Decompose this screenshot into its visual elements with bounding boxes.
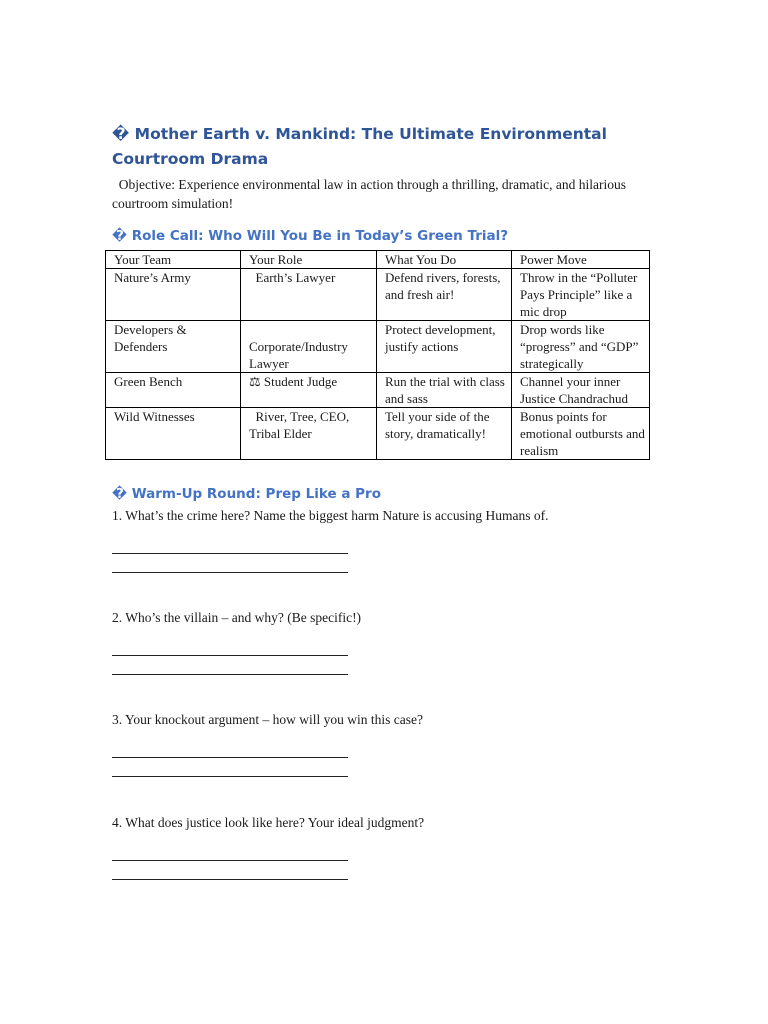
power-move-cell: Throw in the “Polluter Pays Principle” like a mic drop [512, 269, 650, 321]
question-2: 2. Who’s the villain – and why? (Be specific!) [112, 610, 362, 625]
role-cell: ⚖ Student Judge [241, 373, 377, 408]
header-your-team: Your Team [106, 251, 241, 269]
team-cell: Green Bench [106, 373, 241, 408]
question-4: 4. What does justice look like here? Your ideal judgment? [112, 815, 425, 830]
answer-line[interactable] [112, 776, 348, 777]
task-cell: Tell your side of the story, dramatically! [377, 408, 512, 460]
header-what-you-do: What You Do [377, 251, 512, 269]
objective-text: Objective: Experience environmental law in action through a thrilling, dramatic, and hilarious courtroom simulation! [112, 177, 630, 211]
answer-line[interactable] [112, 553, 348, 554]
role-cell-text: Corporate/Industry Lawyer [249, 339, 348, 371]
team-cell: Wild Witnesses [106, 408, 241, 460]
role-call-heading: � Role Call: Who Will You Be in Today’s Green Trial? [112, 228, 509, 244]
power-move-cell: Bonus points for emotional outbursts and realism [512, 408, 650, 460]
table-row [106, 408, 650, 460]
answer-line[interactable] [112, 879, 348, 880]
answer-line[interactable] [112, 860, 348, 861]
answer-line[interactable] [112, 655, 348, 656]
team-cell: Developers & Defenders [106, 321, 241, 373]
role-cell [241, 321, 377, 373]
task-cell: Defend rivers, forests, and fresh air! [377, 269, 512, 321]
power-move-cell: Drop words like “progress” and “GDP” strategically [512, 321, 650, 373]
table-row [106, 269, 650, 321]
task-cell: Run the trial with class and sass [377, 373, 512, 408]
header-power-move: Power Move [512, 251, 650, 269]
role-cell: River, Tree, CEO, Tribal Elder [241, 408, 377, 460]
question-3: 3. Your knockout argument – how will you win this case? [112, 712, 423, 727]
table-row [106, 321, 650, 373]
answer-line[interactable] [112, 674, 348, 675]
answer-line[interactable] [112, 572, 348, 573]
table-row [106, 373, 650, 408]
role-table [105, 250, 650, 460]
answer-line[interactable] [112, 757, 348, 758]
warmup-heading: � Warm-Up Round: Prep Like a Pro [112, 486, 381, 502]
question-1: 1. What’s the crime here? Name the biggest harm Nature is accusing Humans of. [112, 508, 549, 523]
worksheet-title: � Mother Earth v. Mankind: The Ultimate Environmental Courtroom Drama [112, 125, 607, 168]
team-cell: Nature’s Army [106, 269, 241, 321]
task-cell: Protect development, justify actions [377, 321, 512, 373]
role-cell: Earth’s Lawyer [241, 269, 377, 321]
header-your-role: Your Role [241, 251, 377, 269]
role-table-header-row [106, 251, 650, 269]
power-move-cell: Channel your inner Justice Chandrachud [512, 373, 650, 408]
